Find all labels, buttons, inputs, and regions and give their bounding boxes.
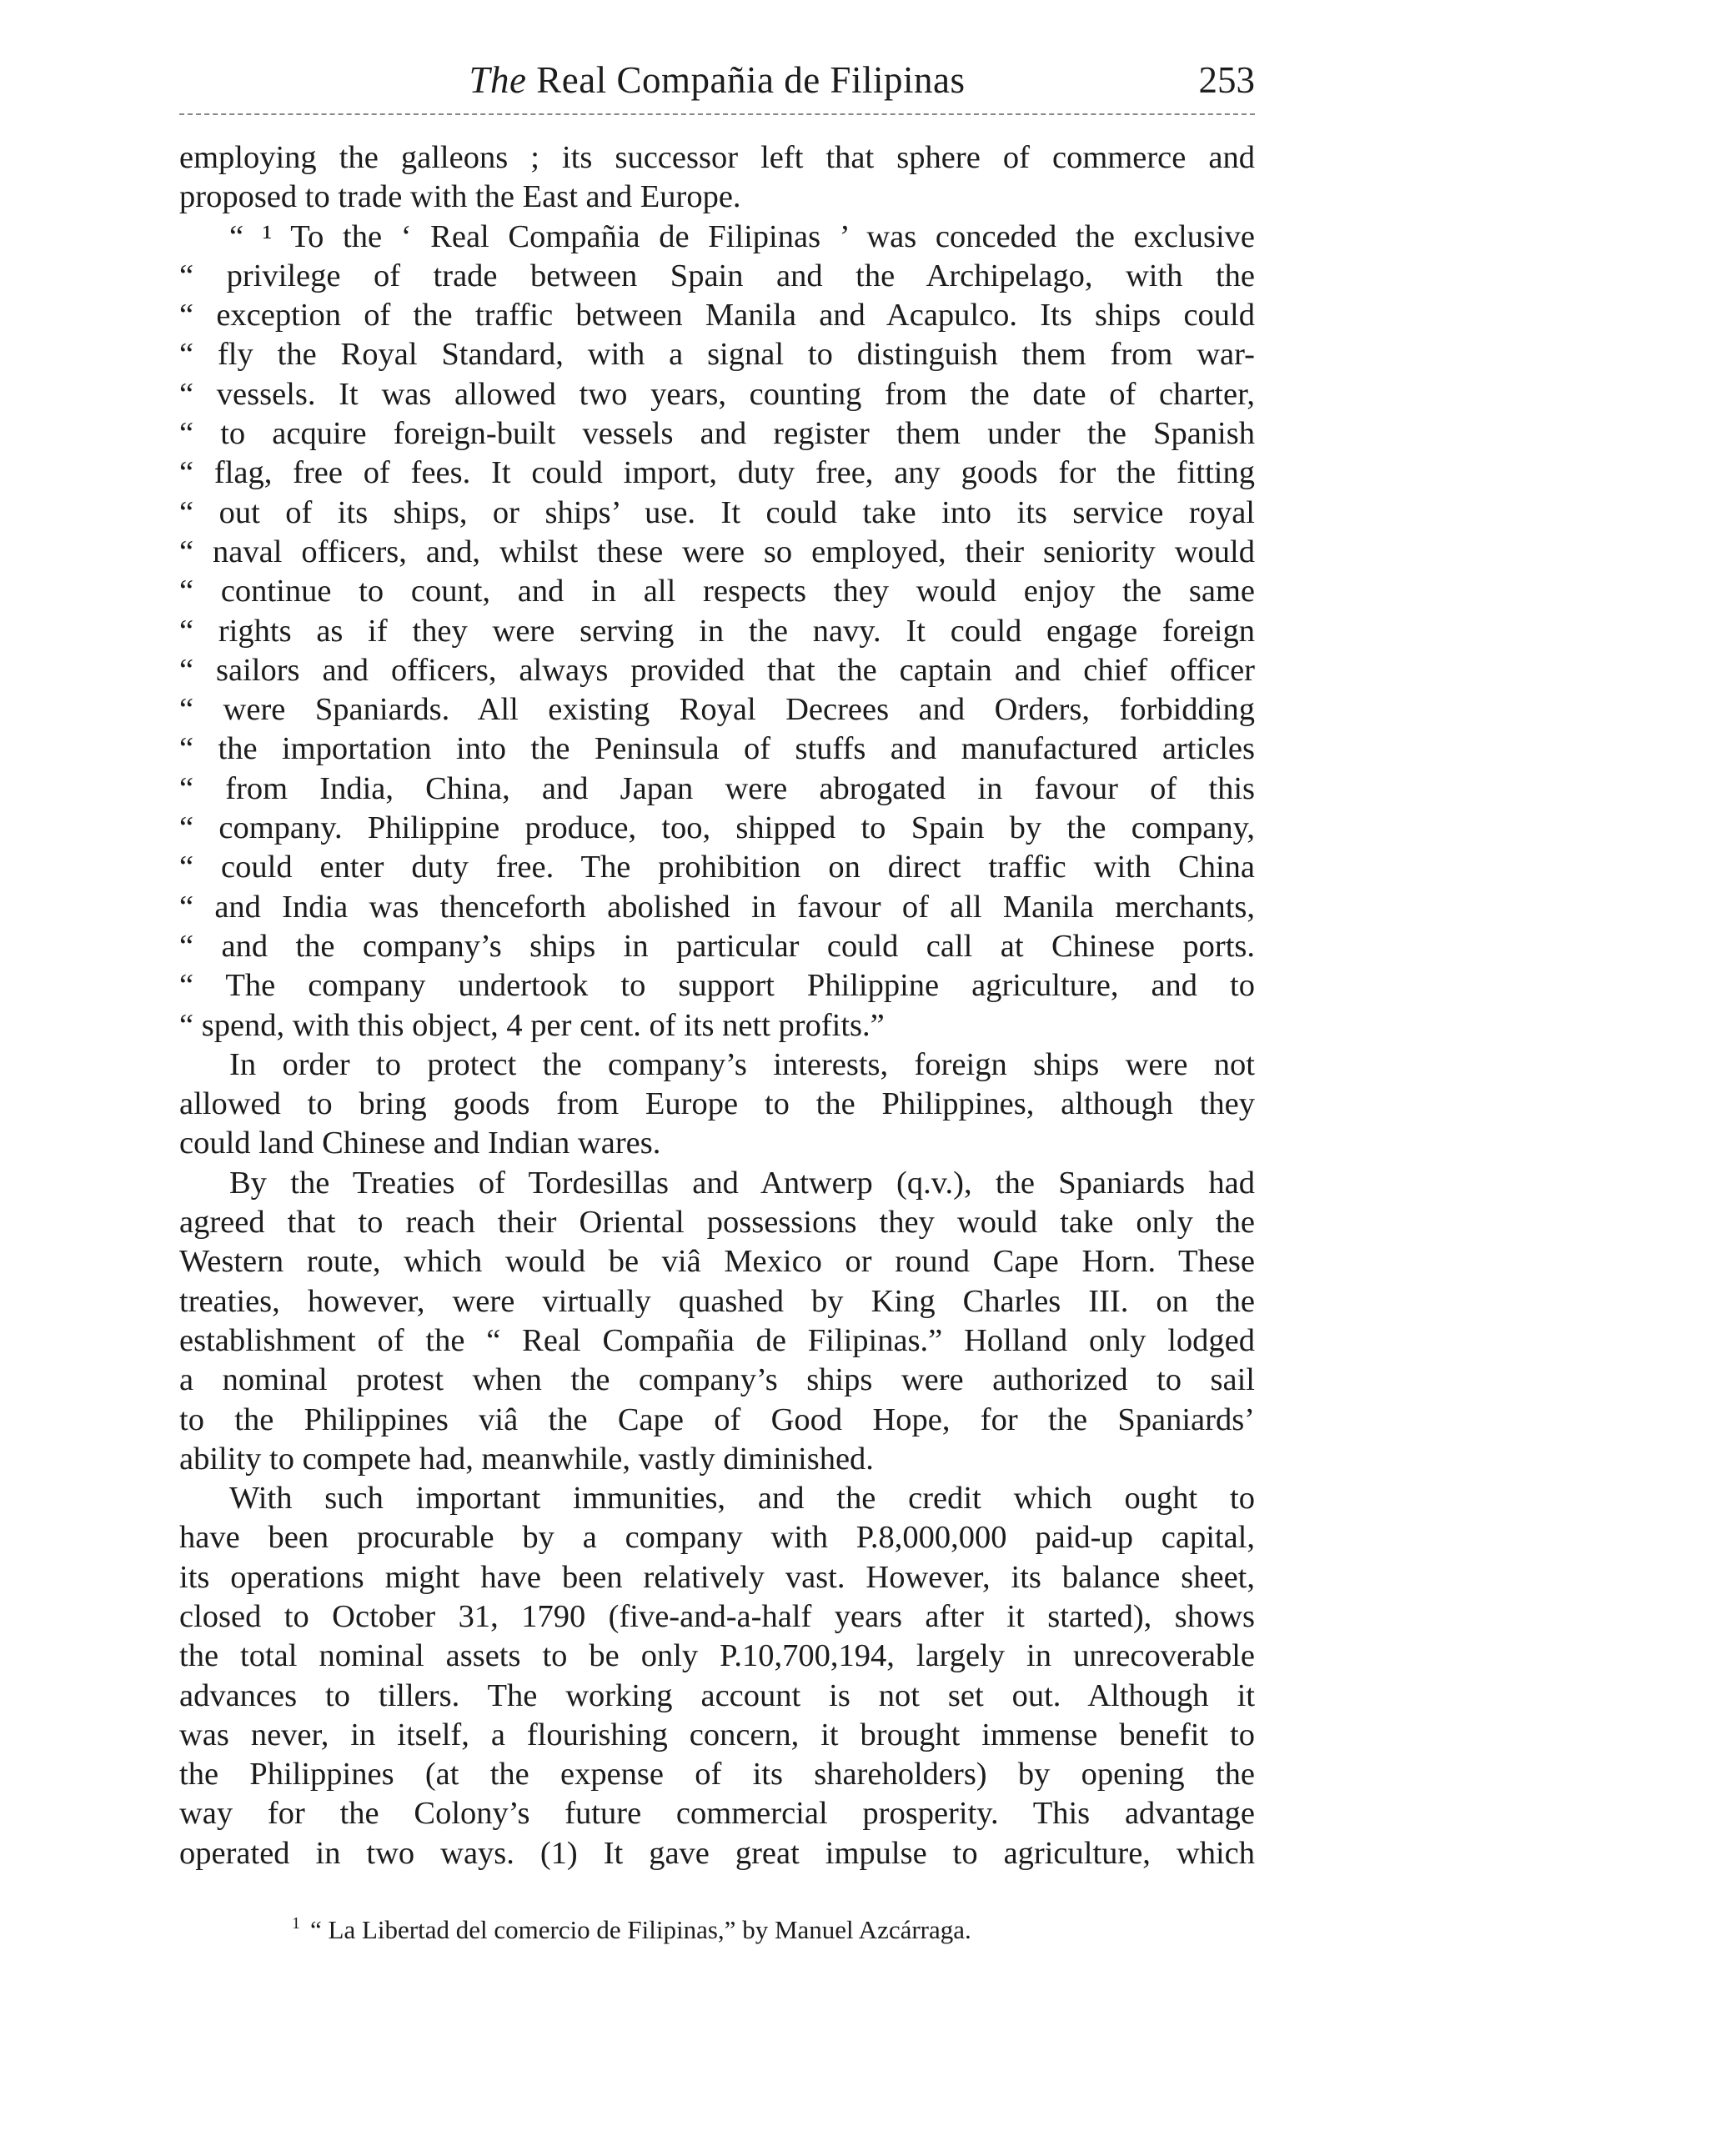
text-line: “ and India was thenceforth abolished in favour of all Manila merchants, [179,889,1255,925]
body-text [179,138,1255,1873]
text-line: was never, in itself, a flourishing concern, it brought immense benefit to [179,1717,1255,1752]
text-line: By the Treaties of Tordesillas and Antwerp (q.v.), the Spaniards had [229,1165,1255,1201]
text-line: In order to protect the company’s interests, foreign ships were not [229,1046,1255,1082]
text-line: “ could enter duty free. The prohibition on direct traffic with China [179,850,1255,885]
header-rule [179,113,1255,115]
text-line: “ privilege of trade between Spain and the Archipelago, with the [179,258,1255,293]
page-number: 253 [1198,59,1255,101]
text-line: “ company. Philippine produce, too, shipped to Spain by the company, [179,810,1255,846]
text-line: “ rights as if they were serving in the navy. It could engage foreign [179,613,1255,649]
text-line: “ spend, with this object, 4 per cent. of its nett profits.” [179,1007,885,1043]
text-line: the total nominal assets to be only P.10,700,194, largely in unrecoverable [179,1638,1255,1674]
text-line: “ naval officers, and, whilst these were so employed, their seniority would [179,534,1255,569]
text-line: way for the Colony’s future commercial prosperity. This advantage [179,1796,1255,1832]
text-line: agreed that to reach their Oriental possessions they would take only the [179,1205,1255,1241]
text-line: the Philippines (at the expense of its shareholders) by opening the [179,1757,1255,1792]
text-line: “ fly the Royal Standard, with a signal to distinguish them from war- [179,337,1255,373]
text-line: could land Chinese and Indian wares. [179,1126,661,1161]
text-line: proposed to trade with the East and Europe. [179,179,741,215]
text-line: closed to October 31, 1790 (five-and-a-half years after it started), shows [179,1598,1255,1634]
text-line: With such important immunities, and the credit which ought to [229,1481,1255,1517]
running-title-italic: The [469,59,527,101]
running-head [179,55,1255,105]
text-line: advances to tillers. The working account is not set out. Although it [179,1677,1255,1713]
footnote-text: “ La Libertad del comercio de Filipinas,” by Manuel Azcárraga. [310,1915,971,1944]
text-line: operated in two ways. (1) It gave great impulse to agriculture, which [179,1835,1255,1871]
text-line: “ The company undertook to support Philippine agriculture, and to [179,968,1255,1004]
text-line: “ and the company’s ships in particular could call at Chinese ports. [179,928,1255,964]
text-line: ability to compete had, meanwhile, vastly diminished. [179,1441,874,1477]
footnote [292,1907,1209,1947]
text-line: a nominal protest when the company’s ships were authorized to sail [179,1362,1255,1398]
text-line: “ sailors and officers, always provided that the captain and chief officer [179,652,1255,688]
text-line: Western route, which would be viâ Mexico or round Cape Horn. These [179,1244,1255,1280]
footnote-mark: 1 [292,1914,300,1933]
text-line: employing the galleons ; its successor left that sphere of commerce and [179,140,1255,175]
text-line: allowed to bring goods from Europe to the Philippines, although they [179,1086,1255,1122]
running-title-text: Real Compañia de Filipinas [526,59,966,101]
text-line: “ out of its ships, or ships’ use. It could take into its service royal [179,494,1255,530]
text-line: its operations might have been relatively vast. However, its balance sheet, [179,1559,1255,1595]
text-line: “ continue to count, and in all respects they would enjoy the same [179,574,1255,609]
text-line: “ were Spaniards. All existing Royal Decrees and Orders, forbidding [179,692,1255,728]
text-line: “ ¹ To the ‘ Real Compañia de Filipinas ’ was conceded the exclusive [229,218,1255,254]
text-line: “ vessels. It was allowed two years, counting from the date of charter, [179,376,1255,412]
text-line: “ exception of the traffic between Manila and Acapulco. Its ships could [179,298,1255,333]
running-title [179,55,1255,105]
text-line: treaties, however, were virtually quashed by King Charles III. on the [179,1283,1255,1319]
text-line: “ from India, China, and Japan were abrogated in favour of this [179,770,1255,806]
text-line: have been procurable by a company with P.8,000,000 paid-up capital, [179,1520,1255,1556]
text-line: “ flag, free of fees. It could import, duty free, any goods for the fitting [179,455,1255,491]
text-line: establishment of the “ Real Compañia de Filipinas.” Holland only lodged [179,1322,1255,1358]
text-line: “ to acquire foreign-built vessels and register them under the Spanish [179,416,1255,452]
text-line: to the Philippines viâ the Cape of Good Hope, for the Spaniards’ [179,1401,1255,1437]
text-line: “ the importation into the Peninsula of stuffs and manufactured articles [179,731,1255,767]
